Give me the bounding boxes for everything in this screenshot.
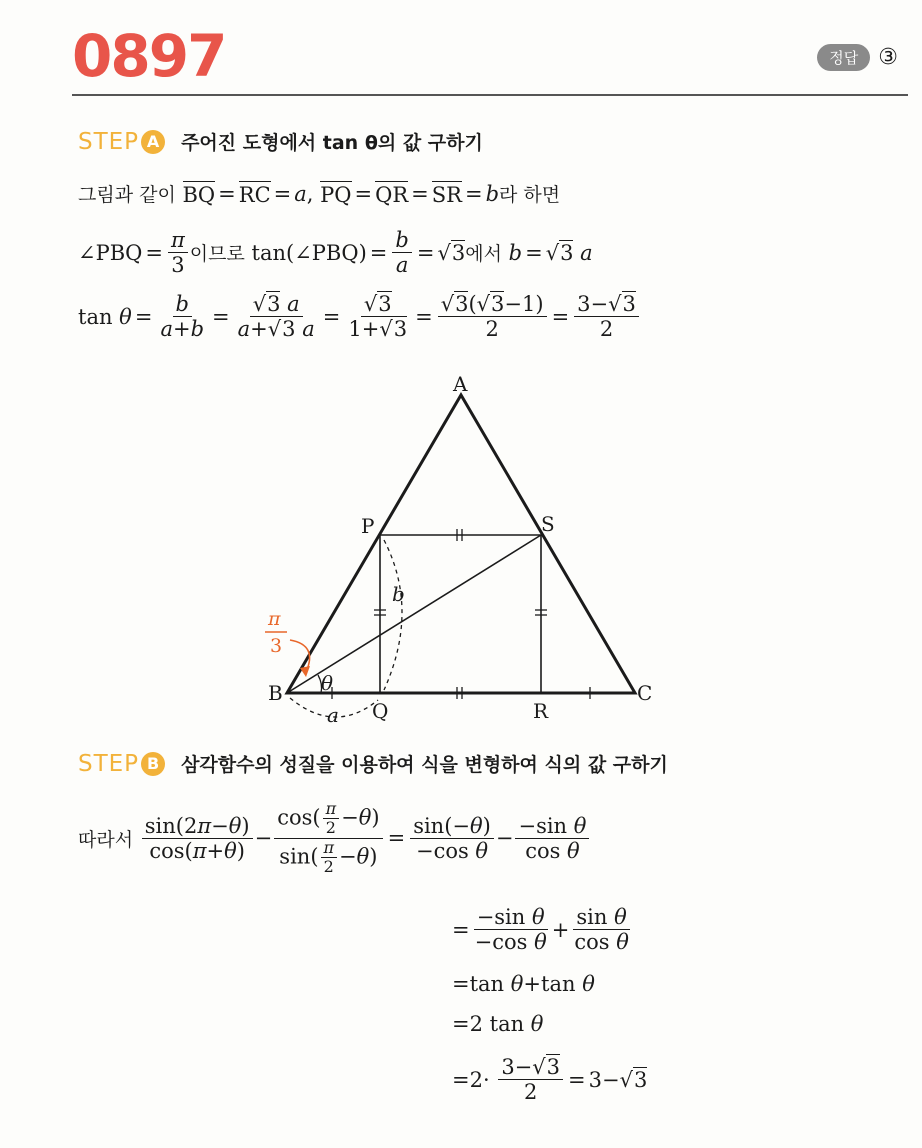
label-B: B bbox=[268, 681, 283, 705]
step-a-line2: ∠PBQ = $\frac{\pi}{3}$ 이므로 tan(∠PBQ) = $\frac{b}{a}$ = √ 3 에서 b = √ 3 a bbox=[78, 228, 593, 278]
answer-badge: 정답 bbox=[817, 44, 870, 71]
label-R: R bbox=[533, 699, 549, 723]
label-Q: Q bbox=[372, 699, 389, 723]
label-C: C bbox=[637, 681, 653, 705]
label-theta: θ bbox=[321, 671, 334, 695]
label-P: P bbox=[361, 514, 375, 538]
step-b-header bbox=[78, 750, 668, 777]
step-b-line4: =2 tan θ bbox=[452, 1012, 544, 1036]
label-S: S bbox=[541, 512, 555, 536]
label-b: b bbox=[392, 582, 405, 606]
line1-suffix: 라 하면 bbox=[499, 184, 561, 206]
step-a-title: 주어진 도형에서 tan θ의 값 구하기 bbox=[181, 132, 483, 154]
step-a-line3: tan θ = $\frac{b}{a+b}$ = $\frac{√3 a}{a+√3 a}$ = $\frac{√3}{1+√3}$ = $\frac{√3(√3-1)}{2}$ = $\frac{3-√3}{2}$ bbox=[78, 292, 641, 341]
label-A: A bbox=[453, 372, 468, 396]
step-a-label: STEP bbox=[78, 128, 140, 155]
step-b-line2: = $\frac{\text{−sin θ}}{\text{−cos θ}}$ + $\frac{\text{sin θ}}{\text{cos θ}}$ bbox=[452, 905, 629, 955]
angle-num: π bbox=[268, 608, 281, 630]
step-b-line1: 따라서 $\frac{\sin(2\pi-\theta)}{\cos(\pi+\theta)}$ − cos( $\frac{\pi}{2}$ −θ) sin( $\frac{\pi}{2}$ −θ) = $\frac{\sin(-\theta)}{\text{−cos θ}}$ − $\frac{\text{−sin θ}}{\text{cos θ}}$ bbox=[78, 800, 591, 877]
step-b-label: STEP bbox=[78, 750, 140, 777]
line2-mid: 이므로 bbox=[189, 243, 245, 266]
step-a-line1: 그림과 같이 BQ = RC = a , PQ = QR = SR = b 라 하면 bbox=[78, 181, 561, 207]
answer-value: ③ bbox=[878, 45, 898, 70]
label-a: a bbox=[327, 703, 339, 727]
problem-number: 0897 bbox=[72, 22, 226, 90]
line2-mid2: 에서 bbox=[465, 243, 502, 266]
step-b-title: 삼각함수의 성질을 이용하여 식을 변형하여 식의 값 구하기 bbox=[181, 754, 668, 776]
step-b-line3: =tan θ +tan θ bbox=[452, 972, 595, 996]
step-b-line5: =2· $\frac{3-√3}{2}$ = 3−√ 3 bbox=[452, 1055, 648, 1105]
angle-den: 3 bbox=[270, 635, 283, 657]
step-a-letter: A bbox=[141, 130, 165, 154]
step-b-prefix: 따라서 bbox=[78, 828, 134, 851]
step-b-letter: B bbox=[141, 752, 165, 776]
line1-prefix: 그림과 같이 bbox=[78, 184, 176, 206]
